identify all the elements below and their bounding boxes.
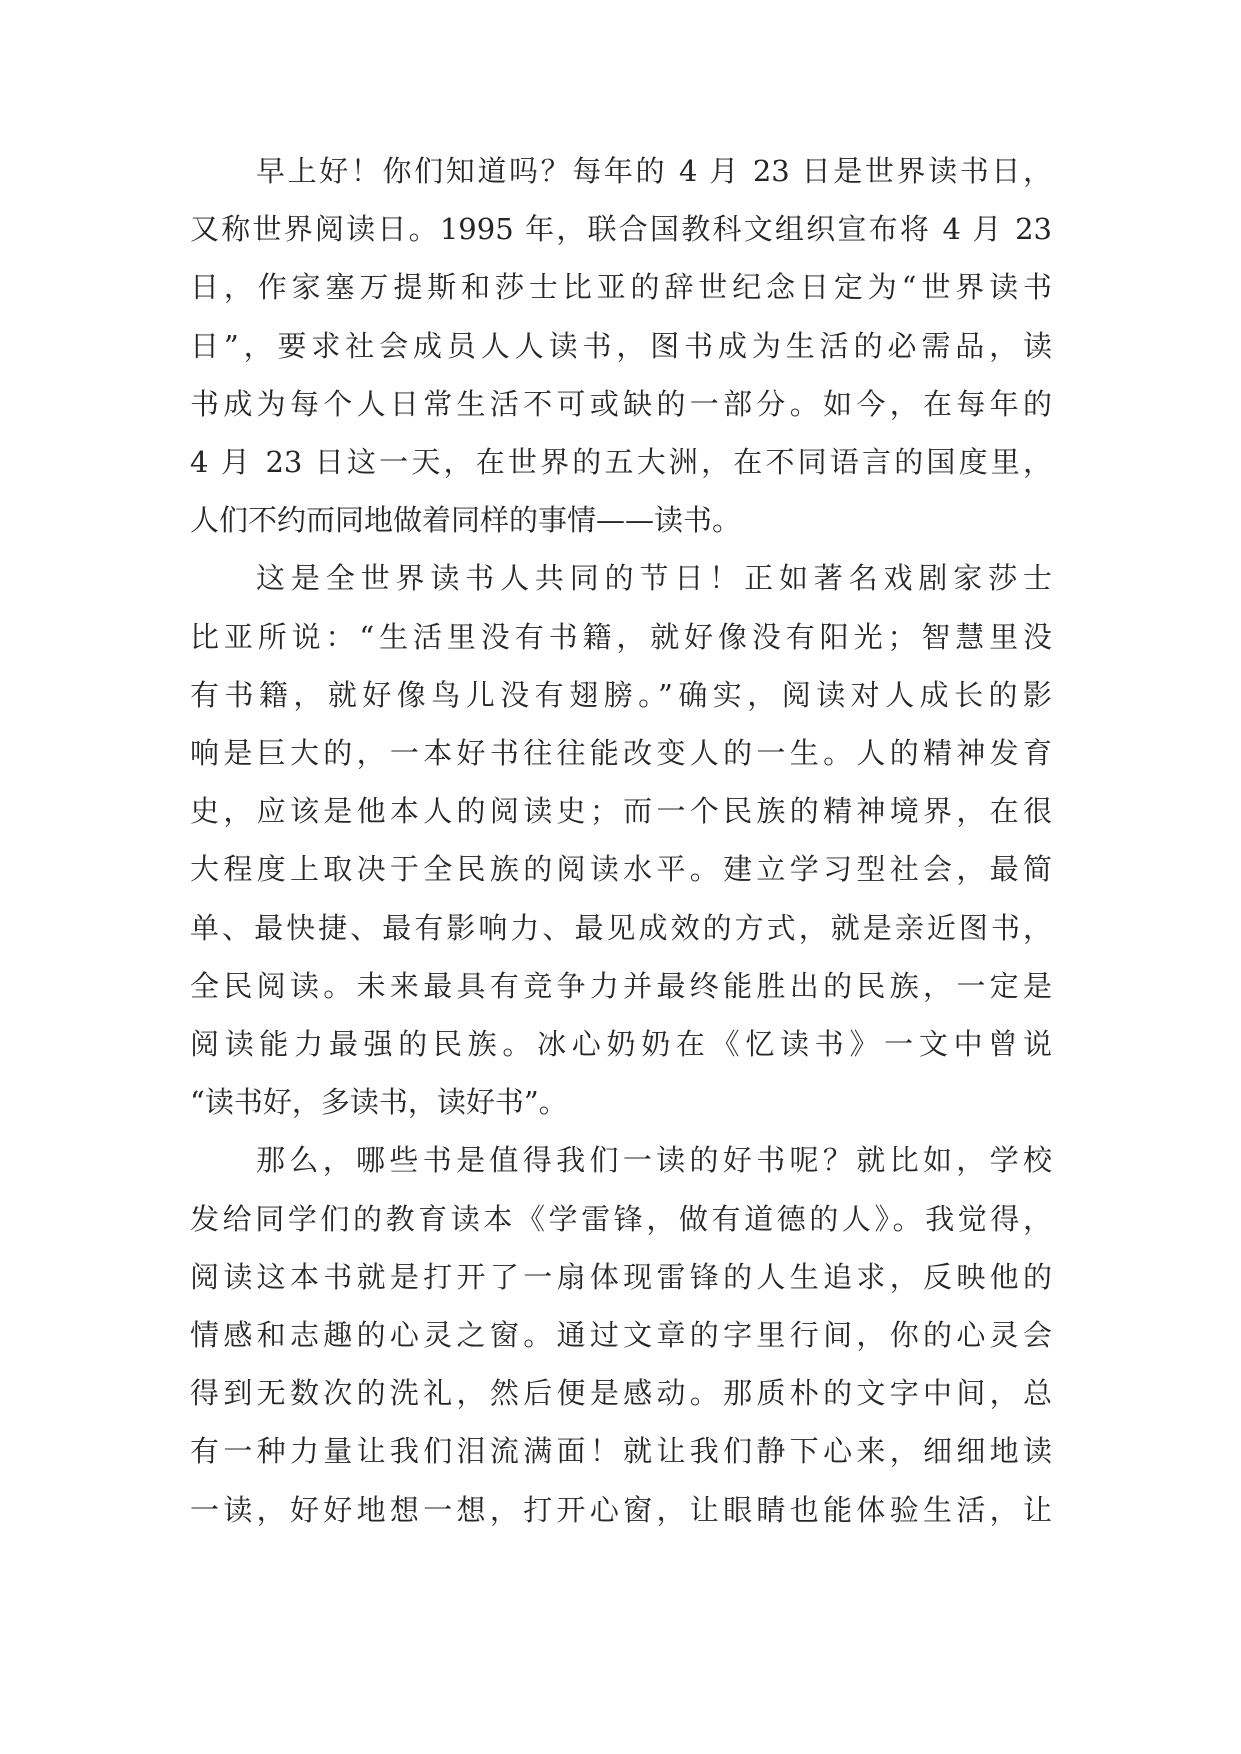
- text-line: 有一种力量让我们泪流满面！就让我们静下心来，细细地读: [190, 1434, 1052, 1468]
- text-line: 日，作家塞万提斯和莎士比亚的辞世纪念日定为“世界读书: [190, 270, 1052, 304]
- text-line: 日”，要求社会成员人人读书，图书成为生活的必需品，读: [190, 329, 1052, 363]
- text-line: 有书籍，就好像鸟儿没有翅膀。”确实，阅读对人成长的影: [190, 678, 1052, 712]
- text-line: 阅读这本书就是打开了一扇体现雷锋的人生追求，反映他的: [190, 1260, 1052, 1294]
- text-line: 比亚所说：“生活里没有书籍，就好像没有阳光；智慧里没: [190, 620, 1052, 654]
- text-line: 又称世界阅读日。1995 年，联合国教科文组织宣布将 4 月 23: [190, 212, 1052, 246]
- text-line: 大程度上取决于全民族的阅读水平。建立学习型社会，最简: [190, 852, 1052, 886]
- text-line: 响是巨大的，一本好书往往能改变人的一生。人的精神发育: [190, 736, 1052, 770]
- text-line: 阅读能力最强的民族。冰心奶奶在《忆读书》一文中曾说: [190, 1027, 1052, 1061]
- text-line: 发给同学们的教育读本《学雷锋，做有道德的人》。我觉得，: [190, 1202, 1052, 1236]
- text-line: 单、最快捷、最有影响力、最见成效的方式，就是亲近图书，: [190, 911, 1052, 945]
- text-line: 那么，哪些书是值得我们一读的好书呢？就比如，学校: [256, 1143, 1052, 1177]
- text-line: “读书好，多读书，读好书”。: [190, 1085, 568, 1119]
- text-line: 4 月 23 日这一天，在世界的五大洲，在不同语言的国度里，: [190, 445, 1052, 479]
- text-line: 史，应该是他本人的阅读史；而一个民族的精神境界，在很: [190, 794, 1052, 828]
- text-line: 一读，好好地想一想，打开心窗，让眼睛也能体验生活，让: [190, 1493, 1052, 1527]
- text-line: 得到无数次的洗礼，然后便是感动。那质朴的文字中间，总: [190, 1376, 1052, 1410]
- text-line: 早上好！你们知道吗？每年的 4 月 23 日是世界读书日，: [256, 154, 1052, 188]
- text-line: 全民阅读。未来最具有竞争力并最终能胜出的民族，一定是: [190, 969, 1052, 1003]
- text-line: 书成为每个人日常生活不可或缺的一部分。如今，在每年的: [190, 387, 1052, 421]
- text-line: 这是全世界读书人共同的节日！正如著名戏剧家莎士: [256, 561, 1052, 595]
- text-line: 人们不约而同地做着同样的事情——读书。: [190, 503, 742, 537]
- text-line: 情感和志趣的心灵之窗。通过文章的字里行间，你的心灵会: [190, 1318, 1052, 1352]
